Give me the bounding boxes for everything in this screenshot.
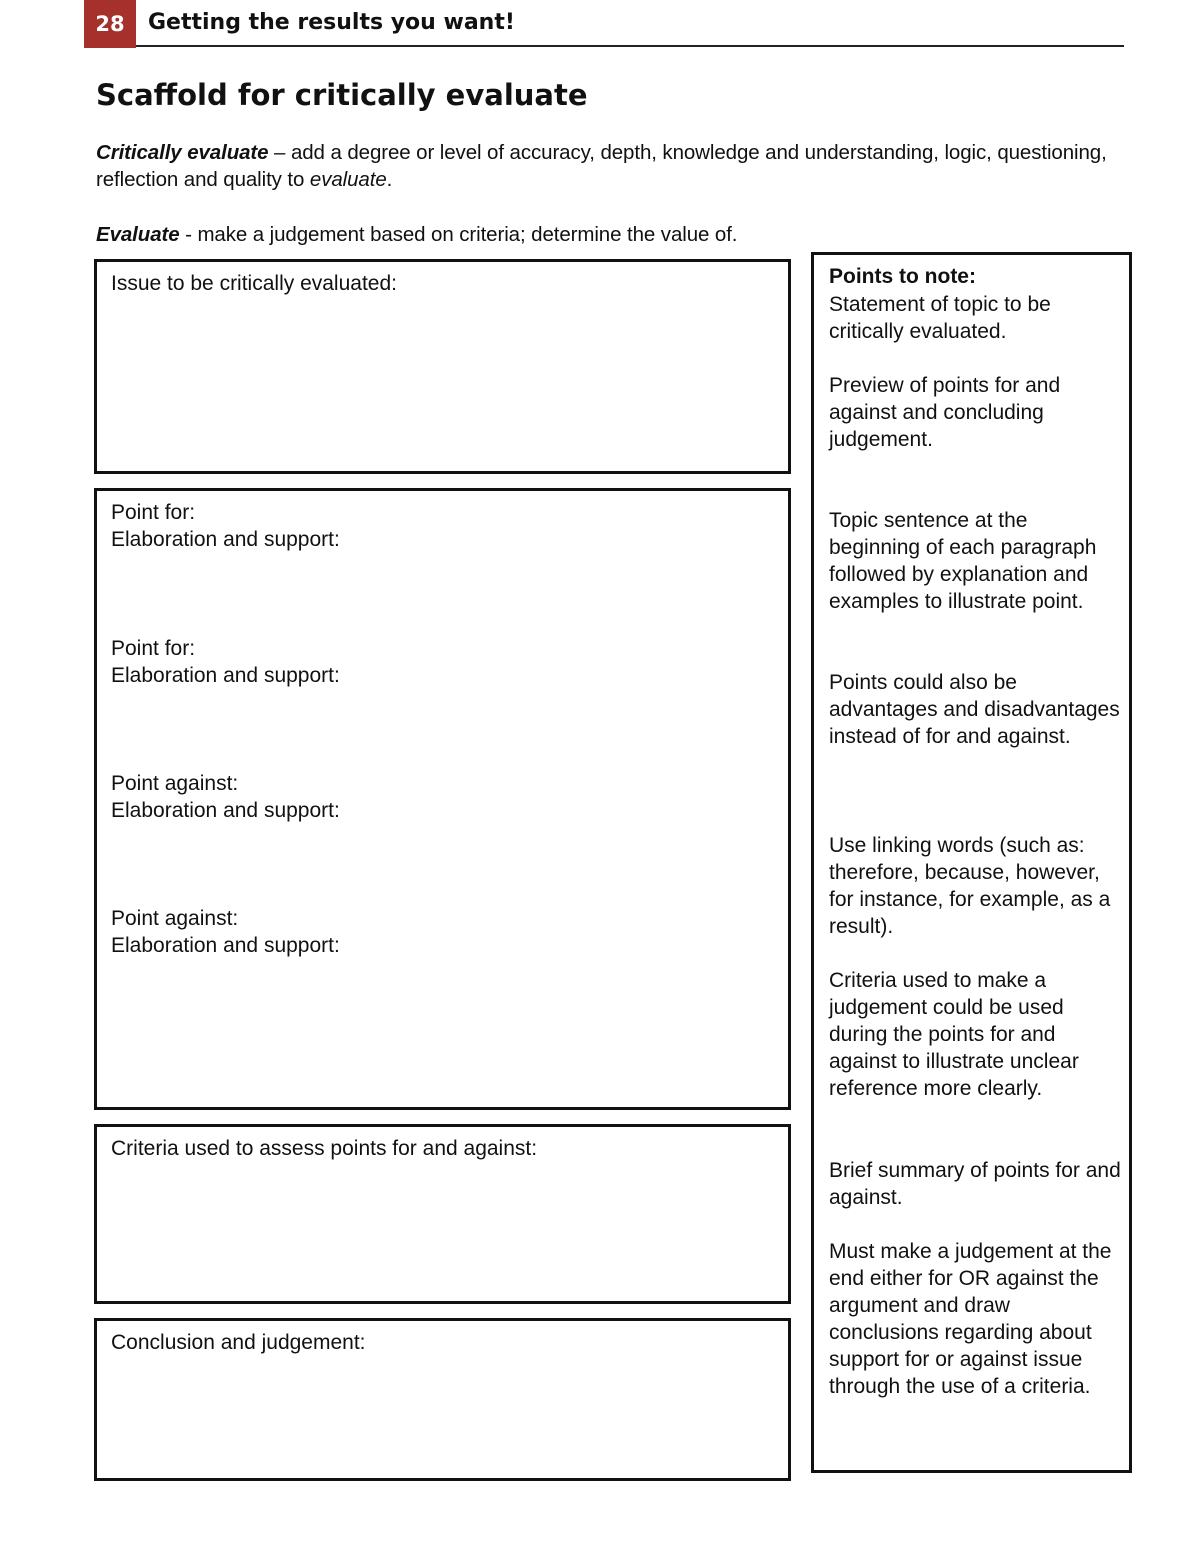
conclusion-label: Conclusion and judgement: — [111, 1331, 366, 1354]
evaluate-definition — [96, 221, 1141, 248]
elaboration-label: Elaboration and support: — [111, 934, 340, 957]
note-item: Must make a judgement at the end either for OR against the argument and draw conclusions regarding about support for or against issue through the use of a criteria. — [829, 1240, 1112, 1398]
critically-evaluate-definition — [96, 139, 1141, 193]
evaluate-term: Evaluate — [96, 223, 180, 246]
critically-evaluate-text: – add a degree or level of accuracy, depth, knowledge and understanding, logic, questioning, reflection and quality to — [96, 141, 1107, 191]
note-item: Preview of points for and against and concluding judgement. — [829, 374, 1061, 451]
points-box[interactable] — [94, 488, 791, 1110]
elaboration-label: Elaboration and support: — [111, 528, 340, 551]
page-title: Scaffold for critically evaluate — [96, 78, 588, 112]
point-group — [111, 770, 340, 824]
critically-evaluate-term: Critically evaluate — [96, 141, 269, 164]
criteria-box[interactable] — [94, 1124, 791, 1304]
elaboration-label: Elaboration and support: — [111, 799, 340, 822]
header-title: Getting the results you want! — [148, 10, 515, 35]
point-label: Point against: — [111, 772, 239, 795]
issue-label: Issue to be critically evaluated: — [111, 272, 397, 295]
note-item: Statement of topic to be critically evaluated. — [829, 293, 1051, 343]
point-group — [111, 499, 340, 553]
note-item: Brief summary of points for and against. — [829, 1159, 1121, 1209]
page-number: 28 — [84, 0, 136, 48]
points-to-note-box — [811, 252, 1132, 1473]
issue-box[interactable] — [94, 259, 791, 474]
page-header — [84, 0, 1124, 48]
notes-heading: Points to note: — [829, 265, 976, 288]
evaluate-text: - make a judgement based on criteria; determine the value of. — [179, 223, 738, 246]
conclusion-box[interactable] — [94, 1318, 791, 1481]
point-label: Point for: — [111, 637, 196, 660]
point-group — [111, 905, 340, 959]
point-label: Point for: — [111, 501, 196, 524]
note-item: Use linking words (such as: therefore, because, however, for instance, for example, as a result). — [829, 834, 1111, 938]
definition-period: . — [386, 168, 393, 191]
header-rule — [136, 45, 1124, 47]
criteria-label: Criteria used to assess points for and against: — [111, 1137, 538, 1160]
note-item: Criteria used to make a judgement could be used during the points for and against to illustrate unclear reference more clearly. — [829, 969, 1079, 1100]
point-group — [111, 635, 340, 689]
note-item: Topic sentence at the beginning of each paragraph followed by explanation and examples to illustrate point. — [829, 509, 1097, 613]
evaluate-inline-term: evaluate — [309, 168, 387, 191]
point-label: Point against: — [111, 907, 239, 930]
elaboration-label: Elaboration and support: — [111, 664, 340, 687]
note-item: Points could also be advantages and disadvantages instead of for and against. — [829, 671, 1120, 748]
